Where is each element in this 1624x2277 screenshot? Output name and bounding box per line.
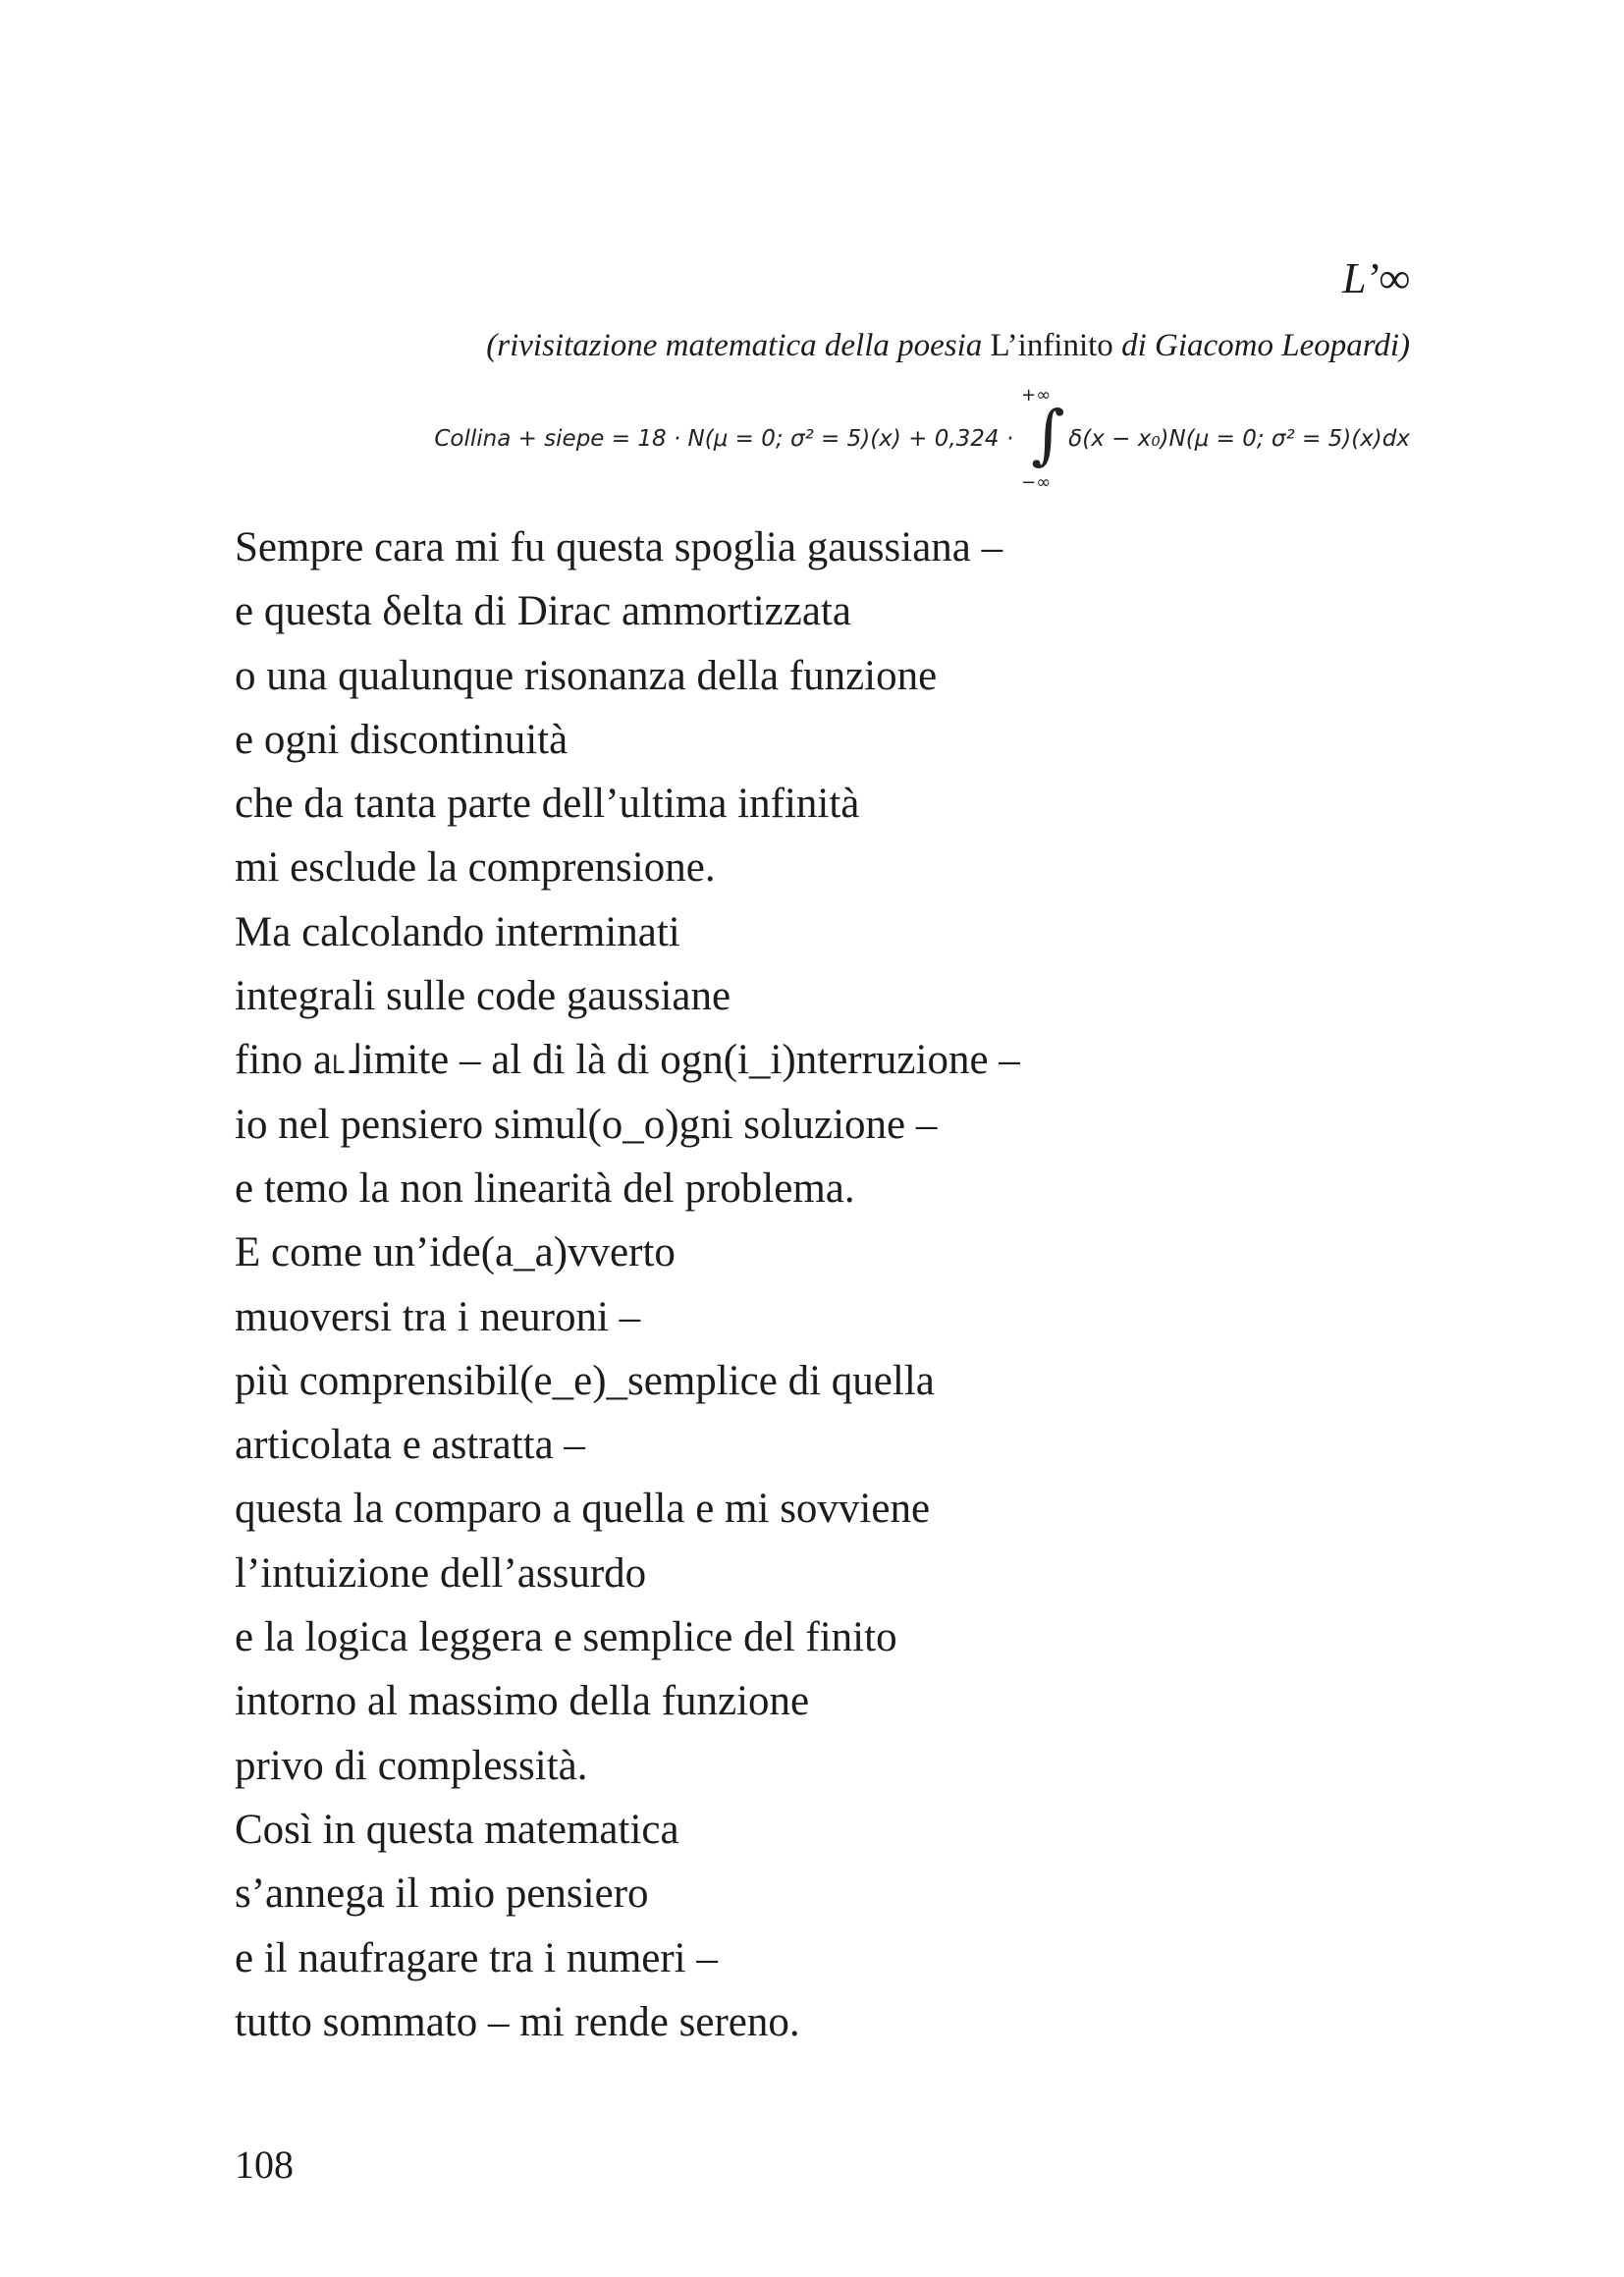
poem-line: intorno al massimo della funzione bbox=[235, 1678, 810, 1725]
subtitle-open: (rivisitazione matematica della poesia bbox=[486, 328, 991, 363]
poem-line: che da tanta parte dell’ultima infinità bbox=[235, 781, 860, 828]
formula-integrand: δ(x − x₀)N(μ = 0; σ² = 5)(x)dx bbox=[1068, 426, 1410, 452]
poem-line: e ogni discontinuità bbox=[235, 716, 568, 763]
poem-line: integrali sulle code gaussiane bbox=[235, 973, 731, 1020]
poem-line: e temo la non linearità del problema. bbox=[235, 1165, 855, 1212]
poem-line: Ma calcolando interminati bbox=[235, 908, 680, 955]
integral-upper-limit: +∞ bbox=[1021, 385, 1052, 406]
poem-line: o una qualunque risonanza della funzione bbox=[235, 652, 938, 699]
subtitle-work-title: L’infinito bbox=[990, 328, 1113, 363]
poem-line: muoversi tra i neuroni – bbox=[235, 1293, 641, 1340]
poem-line: io nel pensiero simul(o_o)gni soluzione – bbox=[235, 1101, 938, 1148]
poem-line: s’annega il mio pensiero bbox=[235, 1870, 649, 1918]
page-number: 108 bbox=[235, 2142, 294, 2187]
poem-line: l’intuizione dell’assurdo bbox=[235, 1549, 647, 1597]
poem-line: e la logica leggera e semplice del finito bbox=[235, 1614, 897, 1661]
subtitle-author: di Giacomo Leopardi) bbox=[1112, 328, 1410, 363]
poem-line: Sempre cara mi fu questa spoglia gaussiana – bbox=[235, 524, 1003, 570]
poem-line: e il naufragare tra i numeri – bbox=[235, 1934, 718, 1981]
integral-symbol: ∫ bbox=[1031, 397, 1065, 472]
poem-title: L’∞ bbox=[1342, 254, 1410, 302]
poem-line: e questa δelta di Dirac ammortizzata bbox=[235, 588, 851, 635]
poem-line: tutto sommato – mi rende sereno. bbox=[235, 1998, 800, 2045]
integral-sign bbox=[1021, 385, 1064, 493]
formula bbox=[434, 385, 1410, 493]
poem-line: E come un’ide(a_a)vverto bbox=[235, 1229, 676, 1276]
poem-line: articolata e astratta – bbox=[235, 1422, 585, 1469]
poem-line: mi esclude la comprensione. bbox=[235, 844, 716, 892]
poem-line: questa la comparo a quella e mi sovviene bbox=[235, 1486, 931, 1533]
poem-line: fino a˪˩imite – al di là di ogn(i_i)nterruzione – bbox=[235, 1037, 1020, 1084]
formula-lhs: Collina + siepe = 18 · N(μ = 0; σ² = 5)(x) + 0,324 · bbox=[434, 426, 1014, 452]
integral-lower-limit: −∞ bbox=[1021, 472, 1052, 493]
poem-line: più comprensibil(e_e)_semplice di quella bbox=[235, 1357, 935, 1404]
poem-line: Così in questa matematica bbox=[235, 1806, 679, 1853]
poem-line: privo di complessità. bbox=[235, 1742, 588, 1789]
poem-subtitle bbox=[486, 330, 1410, 362]
poem-body bbox=[235, 515, 1020, 2054]
